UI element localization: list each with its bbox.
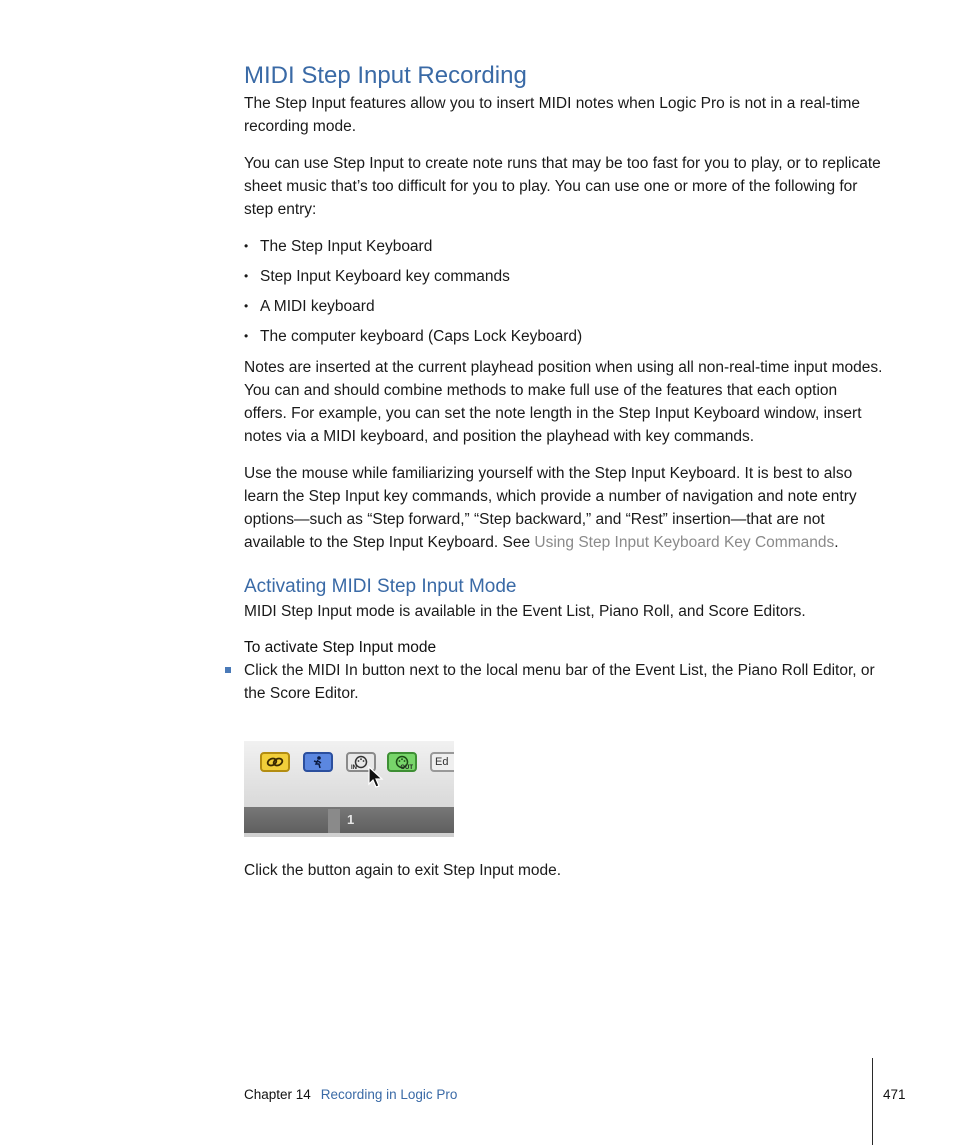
ruler-divider bbox=[328, 809, 340, 833]
paragraph bbox=[244, 462, 884, 554]
cross-reference-link[interactable]: Using Step Input Keyboard Key Commands bbox=[534, 534, 835, 551]
step-bullet-icon bbox=[225, 667, 231, 673]
chapter-title: Recording in Logic Pro bbox=[320, 1087, 458, 1102]
list-item: • The computer keyboard (Caps Lock Keyboard) bbox=[244, 325, 884, 348]
edit-button bbox=[430, 752, 454, 772]
subsection-title: Activating MIDI Step Input Mode bbox=[244, 576, 517, 597]
page-content bbox=[244, 60, 884, 882]
midi-out-button bbox=[387, 752, 417, 772]
page-number: 471 bbox=[883, 1087, 906, 1102]
paragraph: Notes are inserted at the current playhead position when using all non-real-time input modes. You can and should combine methods to make full use of the features that each option offers. For example, you can set the note length in the Step Input Keyboard window, insert notes via a MIDI keyboard, and position the playhead with key commands. bbox=[244, 359, 883, 445]
footer-divider bbox=[872, 1058, 873, 1145]
link-icon bbox=[266, 756, 284, 768]
midi-buttons-screenshot bbox=[244, 741, 454, 837]
catch-button bbox=[303, 752, 333, 772]
step-entry-list bbox=[244, 235, 884, 348]
task-step bbox=[244, 659, 884, 705]
subsection-intro: MIDI Step Input mode is available in the Event List, Piano Roll, and Score Editors. bbox=[244, 603, 806, 620]
paragraph: You can use Step Input to create note runs that may be too fast for you to play, or to replicate sheet music that’s too difficult for you to play. You can use one or more of the following for step entry: bbox=[244, 155, 881, 218]
link-button bbox=[260, 752, 290, 772]
page-footer bbox=[244, 1087, 457, 1102]
paragraph-end: . bbox=[834, 534, 839, 551]
in-label: IN bbox=[351, 765, 357, 771]
catch-icon bbox=[311, 755, 325, 769]
out-label: OUT bbox=[400, 765, 413, 771]
section-intro: The Step Input features allow you to insert MIDI notes when Logic Pro is not in a real-time recording mode. bbox=[244, 95, 861, 135]
cursor-arrow-icon bbox=[368, 766, 384, 790]
closing-paragraph: Click the button again to exit Step Input mode. bbox=[244, 862, 562, 879]
list-item: • Step Input Keyboard key commands bbox=[244, 265, 884, 288]
edit-label: Ed bbox=[435, 756, 449, 768]
task-step-text: Click the MIDI In button next to the local menu bar of the Event List, the Piano Roll Editor, or the Score Editor. bbox=[244, 662, 875, 702]
bar-number: 1 bbox=[347, 812, 355, 827]
paragraph-text: Use the mouse while familiarizing yourself with the Step Input Keyboard. It is best to also learn the Step Input key commands, which provide a number of navigation and note entry options—such as “Step forward,” “Step backward,” and “Rest” insertion—that are not available to the Step Input Keyboard. See bbox=[244, 465, 857, 551]
list-item: • The Step Input Keyboard bbox=[244, 235, 884, 258]
section-title: MIDI Step Input Recording bbox=[244, 62, 527, 89]
task-title: To activate Step Input mode bbox=[244, 639, 437, 656]
chapter-label: Chapter 14 bbox=[244, 1087, 311, 1102]
list-item: • A MIDI keyboard bbox=[244, 295, 884, 318]
